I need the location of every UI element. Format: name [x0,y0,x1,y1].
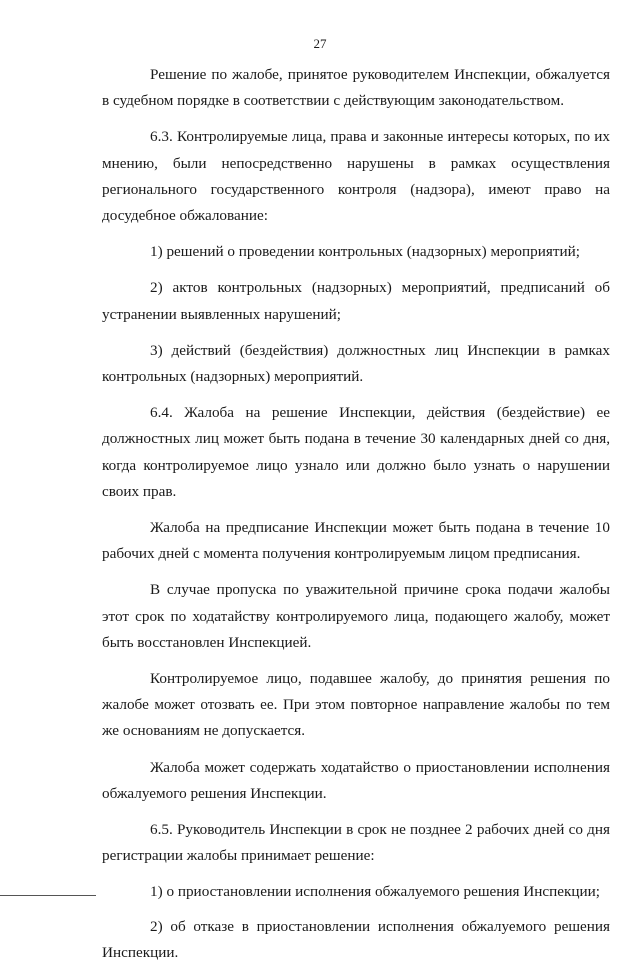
paragraph: 1) решений о проведении контрольных (надзорных) мероприятий; [150,243,580,261]
paragraph: 2) актов контрольных (надзорных) мероприятий, предписаний об устранении выявленных нарушений; [102,279,610,323]
paragraph: Жалоба может содержать ходатайство о приостановлении исполнения обжалуемого решения Инспекции. [102,758,610,802]
paragraph: Жалоба на предписание Инспекции может быть подана в течение 10 рабочих дней с момента получения контролируемым лицом предписания. [102,519,610,563]
paragraph: В случае пропуска по уважительной причине срока подачи жалобы этот срок по ходатайству контролируемого лица, подающего жалобу, может быть восстановлен Инспекцией. [102,581,610,651]
paragraph: Контролируемое лицо, подавшее жалобу, до принятия решения по жалобе может отозвать ее. При этом повторное направление жалобы по тем же основаниям не допускается. [102,670,610,740]
paragraph: 2) об отказе в приостановлении исполнения обжалуемого решения Инспекции. [102,917,610,961]
paragraph: 6.5. Руководитель Инспекции в срок не позднее 2 рабочих дней со дня регистрации жалобы принимает решение: [102,821,610,865]
paragraph: Решение по жалобе, принятое руководителем Инспекции, обжалуется в судебном порядке в соответствии с действующим законодательством. [102,66,610,110]
document-body [102,62,610,976]
page-number: 27 [313,36,327,51]
paragraph: 6.3. Контролируемые лица, права и законные интересы которых, по их мнению, были непосредственно нарушены в рамках осуществления регионального государственного контроля (надзора), имеют право на досудебное обжалование: [102,128,610,225]
footnote-separator [0,895,96,896]
paragraph: 6.4. Жалоба на решение Инспекции, действия (бездействие) ее должностных лиц может быть подана в течение 30 календарных дней со дня, когда контролируемое лицо узнало или должно было узнать о нарушении своих прав. [102,404,610,500]
paragraph: 3) действий (бездействия) должностных лиц Инспекции в рамках контрольных (надзорных) мероприятий. [102,341,610,386]
paragraph: 1) о приостановлении исполнения обжалуемого решения Инспекции; [150,883,600,901]
